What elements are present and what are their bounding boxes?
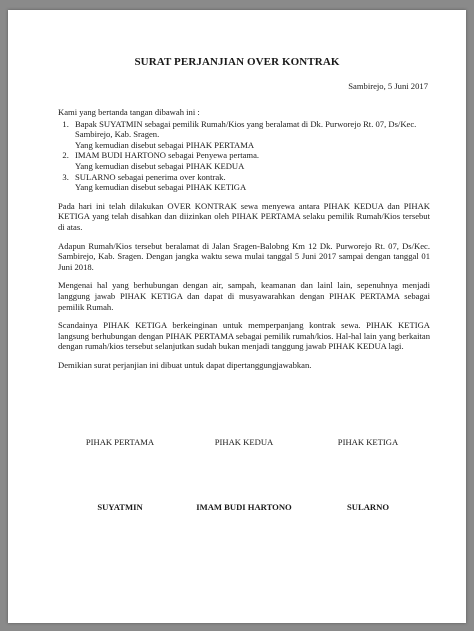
party-description: 1. Bapak SUYATMIN sebagai pemilik Rumah/Kios yang beralamat di Dk. Purworejo Rt. 07, Ds/Kec. Sambirejo, Kab. Sragen. <box>75 118 417 140</box>
party-item <box>71 119 430 151</box>
party-item <box>71 172 430 193</box>
paragraph: Pada hari ini telah dilakukan OVER KONTRAK sewa menyewa antara PIHAK KEDUA dan PIHAK KETIGA yang telah disahkan dan diizinkan oleh PIHAK PERTAMA selaku pemilik Rumah/Kios tersebut di atas. <box>58 200 430 232</box>
paragraph: Adapun Rumah/Kios tersebut beralamat di Jalan Sragen-Balobng Km 12 Dk. Purworejo Rt. 07, Ds/Kec. Sambirejo, Kab. Sragen. Dengan jangka waktu sewa mulai tanggal 5 Juni 2017 sampai dengan tanggal 01 Juni 2018. <box>58 240 430 272</box>
signature-names <box>58 502 430 512</box>
parties-list <box>58 119 430 193</box>
closing-paragraph: Demikian surat perjanjian ini dibuat untuk dapat dipertanggungjawabkan. <box>58 359 312 370</box>
signature-labels <box>58 437 430 447</box>
party-description: 3. SULARNO sebagai penerima over kontrak. <box>75 171 226 182</box>
party-item <box>71 150 430 171</box>
signature-name-first-party: SUYATMIN <box>97 502 143 512</box>
paragraph: Scandainya PIHAK KETIGA berkeinginan untuk memperpanjang kontrak sewa. PIHAK KETIGA langsung berhubungan dengan PIHAK PERTAMA sebagai pemilik rumah/kios. Hal-hal lain yang berkaitan dengan rumah/kios tersebut selanjutkan sudah bukan menjadi tanggung jawab PIHAK KEDUA lagi. <box>58 320 430 352</box>
place-date: Sambirejo, 5 Juni 2017 <box>348 81 428 91</box>
party-designation: Yang kemudian disebut sebagai PIHAK KEDUA <box>75 160 245 171</box>
signature-name-second-party: IMAM BUDI HARTONO <box>196 502 292 512</box>
document-title: SURAT PERJANJIAN OVER KONTRAK <box>134 56 340 68</box>
signature-name-third-party: SULARNO <box>346 502 390 512</box>
signature-label-first-party: PIHAK PERTAMA <box>85 437 155 447</box>
party-designation: Yang kemudian disebut sebagai PIHAK PERTAMA <box>75 139 255 150</box>
signature-label-third-party: PIHAK KETIGA <box>337 437 399 447</box>
intro-text: Kami yang bertanda tangan dibawah ini : <box>58 107 200 117</box>
document-body <box>58 107 430 370</box>
party-description: 2. IMAM BUDI HARTONO sebagai Penyewa pertama. <box>75 150 260 161</box>
party-designation: Yang kemudian disebut sebagai PIHAK KETIGA <box>75 182 247 193</box>
signature-label-second-party: PIHAK KEDUA <box>214 437 274 447</box>
paragraph: Mengenai hal yang berhubungan dengan air, sampah, keamanan dan lainl lain, sepenuhnya menjadi langgung jawab PIHAK KETIGA dan dapat di musyawarahkan dengan PIHAK PERTAMA sebagai pemilik Rumah. <box>58 280 430 312</box>
document-page <box>8 10 466 623</box>
